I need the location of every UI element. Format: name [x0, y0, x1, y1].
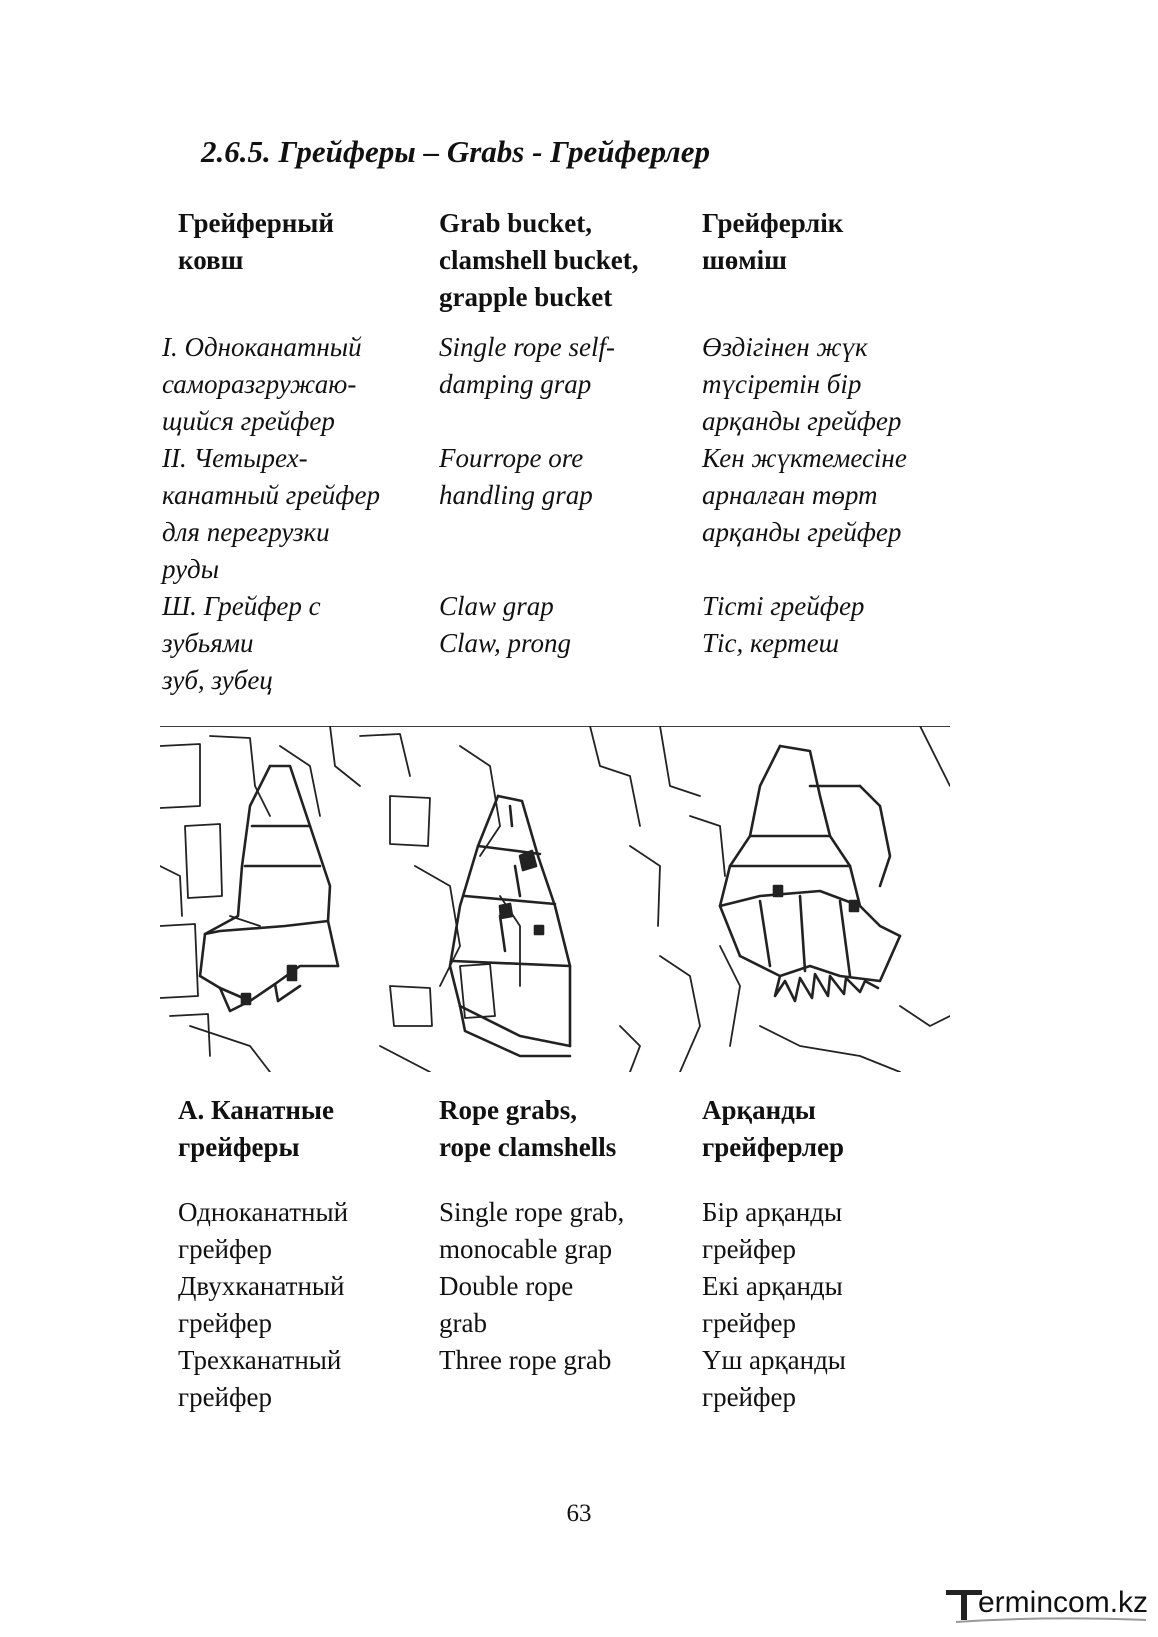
termincom-logo: ermincom.kz [946, 1586, 1151, 1626]
item-2-en: Fourrope ore handling grap [439, 443, 593, 510]
item-1-kz: Өздігінен жүк түсіретін бір арқанды грейфер [702, 332, 902, 436]
section-a-en: Rope grabs, rope clamshells [439, 1095, 617, 1162]
types-ru: Одноканатный грейфер Двухканатный грейфер Трехканатный грейфер [178, 1197, 349, 1412]
item-2-kz: Кен жүктемесіне арналған төрт арқанды грейфер [702, 443, 907, 547]
section-a-ru: А. Канатные грейферы [178, 1095, 334, 1162]
header-en: Grab bucket, clamshell bucket, grapple bucket [439, 208, 639, 312]
background-lines [160, 726, 950, 1072]
item-1-en: Single rope self- damping grap [439, 332, 615, 399]
item-1-ru: I. Одноканатный саморазгружаю- щийся грейфер [162, 332, 362, 436]
header-kz: Грейферлік шөміш [702, 208, 844, 275]
item-3-kz: Тісті грейфер Тіс, кертеш [702, 591, 865, 658]
grabs-illustration [160, 726, 950, 1072]
page-number: 63 [566, 1500, 592, 1527]
section-title: 2.6.5. Грейферы – Grabs - Грейферлер [201, 134, 710, 169]
item-3-ru: Ш. Грейфер с зубьями зуб, зубец [162, 591, 321, 695]
header-ru: Грейферный ковш [178, 208, 334, 275]
types-kz: Бір арқанды грейфер Екі арқанды грейфер Үш арқанды грейфер [702, 1197, 846, 1412]
item-2-ru: II. Четырех- канатный грейфер для перегрузки руды [162, 443, 380, 584]
types-en: Single rope grab, monocable grap Double rope grab Three rope grab [439, 1197, 625, 1375]
grab-claw [720, 746, 900, 1001]
section-a-kz: Арқанды грейферлер [702, 1095, 844, 1162]
item-3-en: Claw grap Claw, prong [439, 591, 572, 658]
